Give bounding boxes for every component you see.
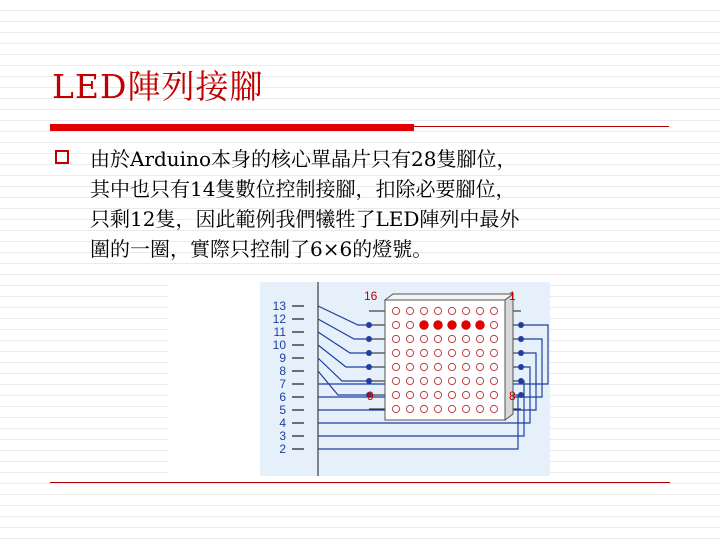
led <box>420 335 427 342</box>
led <box>462 363 469 370</box>
led-matrix-wiring-diagram <box>168 282 550 476</box>
led <box>490 307 497 314</box>
led-lit <box>476 321 484 329</box>
led <box>476 307 483 314</box>
led <box>476 349 483 356</box>
wire-junction <box>366 350 372 356</box>
led <box>420 405 427 412</box>
led <box>490 349 497 356</box>
led-lit <box>462 321 470 329</box>
led <box>392 349 399 356</box>
led-lit <box>420 321 428 329</box>
pin-label-4: 4 <box>279 416 286 430</box>
led <box>476 405 483 412</box>
led <box>448 349 455 356</box>
wire-junction <box>366 364 372 370</box>
led-lit <box>448 321 456 329</box>
wire-junction <box>366 322 372 328</box>
pin-label-6: 6 <box>279 390 286 404</box>
led <box>448 335 455 342</box>
bullet-text <box>90 144 690 264</box>
pin-label-12: 12 <box>272 312 286 326</box>
led <box>420 363 427 370</box>
led <box>434 307 441 314</box>
pin-label-5: 5 <box>279 403 286 417</box>
led <box>448 307 455 314</box>
matrix-body <box>385 300 505 420</box>
matrix-pin-9: 9 <box>367 389 374 403</box>
led <box>406 349 413 356</box>
led-lit <box>434 321 442 329</box>
led <box>448 363 455 370</box>
bullet-line: 由於Arduino本身的核心單晶片只有28隻腳位， <box>90 147 517 171</box>
led <box>462 391 469 398</box>
matrix-pin-8: 8 <box>509 389 516 403</box>
led <box>462 377 469 384</box>
slide-title: LED陣列接腳 <box>52 67 264 106</box>
led <box>392 321 399 328</box>
matrix-pin-16: 16 <box>364 289 378 303</box>
wire-junction <box>518 392 524 398</box>
wire-junction <box>518 378 524 384</box>
led <box>476 363 483 370</box>
led-matrix <box>385 294 513 420</box>
led <box>434 391 441 398</box>
led <box>462 307 469 314</box>
led <box>490 405 497 412</box>
led <box>392 377 399 384</box>
led <box>406 391 413 398</box>
bullet-square-icon <box>55 150 69 164</box>
led <box>448 391 455 398</box>
led <box>448 377 455 384</box>
led <box>420 377 427 384</box>
led <box>392 363 399 370</box>
led <box>406 405 413 412</box>
led <box>406 307 413 314</box>
pin-label-11: 11 <box>273 325 286 339</box>
matrix-pin-1: 1 <box>509 289 516 303</box>
led <box>490 321 497 328</box>
led <box>392 335 399 342</box>
led <box>406 335 413 342</box>
led <box>434 405 441 412</box>
pin-label-13: 13 <box>272 299 286 313</box>
led <box>420 391 427 398</box>
pin-label-3: 3 <box>279 429 286 443</box>
led <box>434 377 441 384</box>
wire-junction <box>366 378 372 384</box>
led <box>434 349 441 356</box>
led <box>462 405 469 412</box>
led <box>490 391 497 398</box>
led <box>490 363 497 370</box>
wire-junction <box>518 322 524 328</box>
led <box>434 335 441 342</box>
led <box>490 377 497 384</box>
title-accent-bar <box>50 124 414 131</box>
led <box>476 335 483 342</box>
led <box>448 405 455 412</box>
wire-junction <box>366 336 372 342</box>
wire-junction <box>518 336 524 342</box>
bullet-line: 圍的一圈，實際只控制了6×6的燈號。 <box>90 237 433 261</box>
bottom-rule <box>50 482 670 483</box>
led <box>490 335 497 342</box>
led <box>420 307 427 314</box>
led <box>476 391 483 398</box>
led <box>434 363 441 370</box>
led <box>462 335 469 342</box>
led <box>392 307 399 314</box>
led <box>392 405 399 412</box>
led <box>406 377 413 384</box>
bullet-line: 其中也只有14隻數位控制接腳，扣除必要腳位， <box>90 177 516 201</box>
pin-label-8: 8 <box>279 364 286 378</box>
pin-label-7: 7 <box>279 377 286 391</box>
title-rule <box>414 126 669 127</box>
led <box>406 363 413 370</box>
pin-label-2: 2 <box>279 442 286 456</box>
bullet-line: 只剩12隻，因此範例我們犧牲了LED陣列中最外 <box>90 207 520 231</box>
led <box>462 349 469 356</box>
led <box>476 377 483 384</box>
led <box>420 349 427 356</box>
pin-label-9: 9 <box>279 351 286 365</box>
led <box>406 321 413 328</box>
matrix-top-face <box>385 294 513 300</box>
wire-junction <box>518 350 524 356</box>
wire-junction <box>518 364 524 370</box>
led <box>392 391 399 398</box>
pin-label-10: 10 <box>272 338 286 352</box>
